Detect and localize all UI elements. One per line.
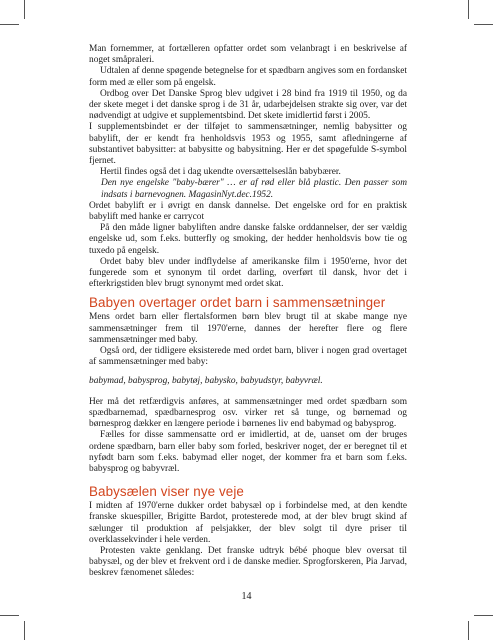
crop-mark bbox=[24, 621, 25, 640]
paragraph: Her må det retfærdigvis anføres, at sammensætninger med ordet spædbarn som spædbarnemad, spædbarnesprog osv. virker ret så tunge, og børnemad og børnesprog dækker en længere periode i børnenes liv end babymad og babysprog. bbox=[89, 396, 407, 430]
crop-mark bbox=[24, 0, 25, 19]
term-list: babymad, babysprog, babytøj, babysko, babyudstyr, babyvræl. bbox=[89, 376, 323, 387]
paragraph: Udtalen af denne spøgende betegnelse for et spædbarn angives som en fordansket form med æ eller som på engelsk. bbox=[89, 66, 407, 88]
crop-mark bbox=[0, 615, 19, 616]
crop-mark bbox=[468, 0, 469, 19]
crop-mark bbox=[474, 615, 493, 616]
quotation: Den nye engelske "baby-bærer" … er af rød eller blå plastic. Den passer som indsats i barnevognen. MagasinNyt.dec.1952. bbox=[101, 178, 407, 200]
crop-mark bbox=[468, 621, 469, 640]
paragraph: Fælles for disse sammensatte ord er imidlertid, at de, uanset om der bruges ordene spædbarn, barn eller baby som forled, beskriver noget, der er beregnet til et nyfødt barn som f.eks. babymad eller noget, der kommer fra et barn som f.eks. babysprog og babyvræl. bbox=[89, 430, 407, 474]
paragraph: Hertil findes også det i dag ukendte oversættelseslån babybærer. bbox=[100, 167, 341, 178]
paragraph: Man fornemmer, at fortælleren opfatter ordet som velanbragt i en beskrivelse af noget småpraleri. bbox=[89, 44, 407, 66]
section-heading: Babysælen viser nye veje bbox=[89, 484, 244, 500]
paragraph: På den måde ligner babyliften andre danske falske orddannelser, der ser vældig engelske ud, som f.eks. butterfly og smoking, der hedder henholdsvis bow tie og tuxedo på engelsk. bbox=[89, 223, 407, 256]
paragraph: Ordet babylift er i øvrigt en dansk dannelse. Det engelske ord for en praktisk babylift med hanke er carrycot bbox=[89, 200, 407, 223]
paragraph: I midten af 1970'erne dukker ordet babysæl op i forbindelse med, at den kendte franske skuespiller, Brigitte Bardot, protesterede mod, at der blev brugt skind af sælunger til produktion af pelsjakker, der blev solgt til dyre priser til overklassekvinder i hele verden. bbox=[89, 501, 407, 545]
paragraph: Mens ordet barn eller flertalsformen børn blev brugt til at skabe mange nye sammensætninger frem til 1970'erne, dannes der herefter flere og flere sammensætninger med baby. bbox=[89, 312, 407, 345]
paragraph: Protesten vakte genklang. Det franske udtryk bébé phoque blev oversat til babysæl, og der blev et frekvent ord i de danske medier. Sprogforskeren, Pia Jarvad, beskrev fænomenet således: bbox=[89, 545, 407, 579]
crop-mark bbox=[474, 24, 493, 25]
page-body bbox=[89, 44, 407, 580]
section-heading: Babyen overtager ordet barn i sammensætninger bbox=[89, 295, 386, 311]
paragraph: Ordbog over Det Danske Sprog blev udgivet i 28 bind fra 1919 til 1950, og da der skete meget i det danske sprog i de 31 år, udarbejdelsen strakte sig over, var det nødvendigt at udgive et supplementsbind. Det skete imidlertid først i 2005. bbox=[89, 88, 407, 122]
crop-mark bbox=[0, 24, 19, 25]
paragraph: Ordet baby blev under indflydelse af amerikanske film i 1950'erne, hvor det fungerede som et synonym til ordet darling, overført til dansk, hvor det i efterkrigstiden blev brugt synonymt med ordet skat. bbox=[89, 256, 407, 290]
paragraph: I supplementsbindet er der tilføjet to sammensætninger, nemlig babysitter og babylift, der er kendt fra henholdsvis 1953 og 1955, samt afledningerne af substantivet babysitter: at babysitte og babysitning. Her er det spøgefulde S-symbol fjernet. bbox=[89, 122, 407, 167]
paragraph: Også ord, der tidligere eksisterede med ordet barn, bliver i nogen grad overtaget af sammensætninger med baby: bbox=[89, 346, 407, 368]
page-number: 14 bbox=[241, 591, 252, 602]
